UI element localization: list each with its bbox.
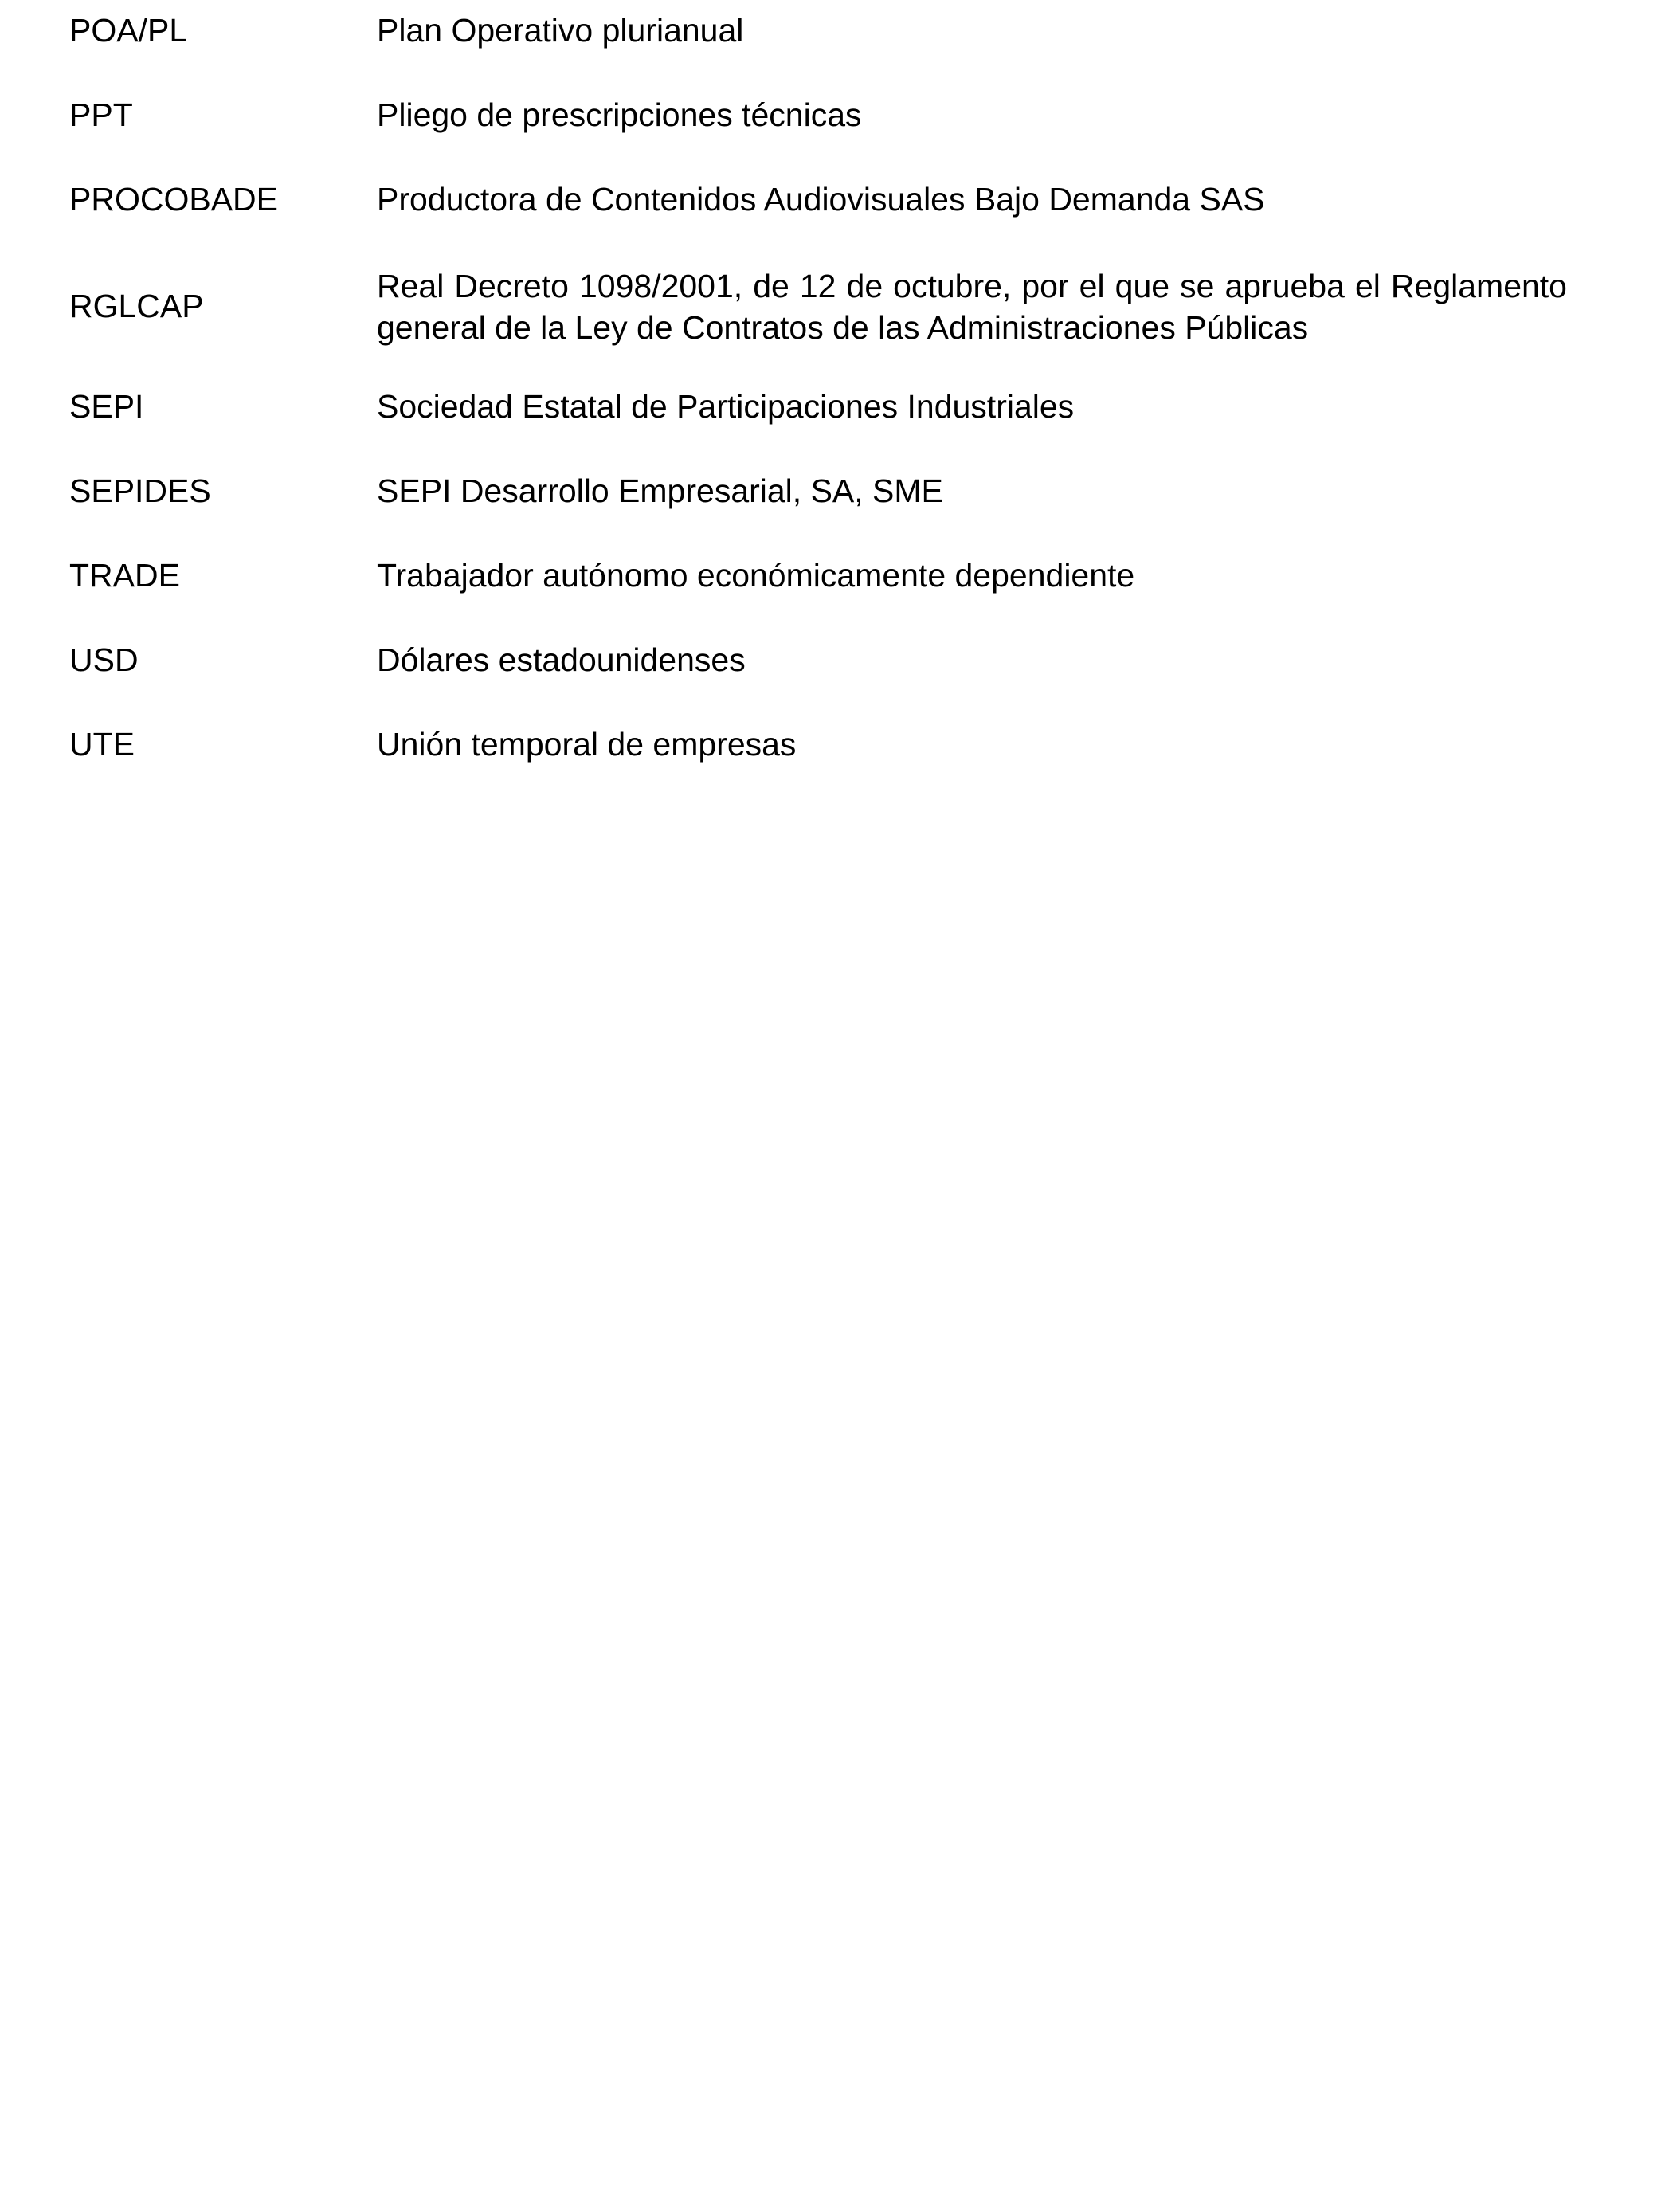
glossary-row <box>69 472 1567 511</box>
definition: Unión temporal de empresas <box>377 726 797 763</box>
definition: SEPI Desarrollo Empresarial, SA, SME <box>377 472 943 509</box>
abbreviation: USD <box>69 641 139 679</box>
definition: Dólares estadounidenses <box>377 641 746 679</box>
definition: Productora de Contenidos Audiovisuales Bajo Demanda SAS <box>377 181 1265 218</box>
abbreviations-glossary <box>69 11 1567 810</box>
abbreviation: POA/PL <box>69 12 188 49</box>
definition: Pliego de prescripciones técnicas <box>377 96 862 134</box>
glossary-row <box>69 96 1567 135</box>
glossary-row <box>69 387 1567 426</box>
definition: Sociedad Estatal de Participaciones Industriales <box>377 387 1075 425</box>
glossary-row <box>69 556 1567 595</box>
abbreviation: TRADE <box>69 556 180 594</box>
definition: Plan Operativo plurianual <box>377 12 744 49</box>
abbreviation: RGLCAP <box>69 287 204 324</box>
glossary-row <box>69 725 1567 764</box>
glossary-row <box>69 641 1567 680</box>
abbreviation: SEPI <box>69 387 144 425</box>
abbreviation: PROCOBADE <box>69 181 278 218</box>
abbreviation: UTE <box>69 726 135 763</box>
glossary-row <box>69 11 1567 50</box>
abbreviation: PPT <box>69 96 133 134</box>
abbreviation: SEPIDES <box>69 472 211 509</box>
definition: Real Decreto 1098/2001, de 12 de octubre, por el que se aprueba el Reglamento general de la Ley de Contratos de las Administraciones Públicas <box>377 267 1567 346</box>
definition: Trabajador autónomo económicamente dependiente <box>377 556 1135 594</box>
glossary-row <box>69 180 1567 219</box>
glossary-row <box>69 265 1567 348</box>
